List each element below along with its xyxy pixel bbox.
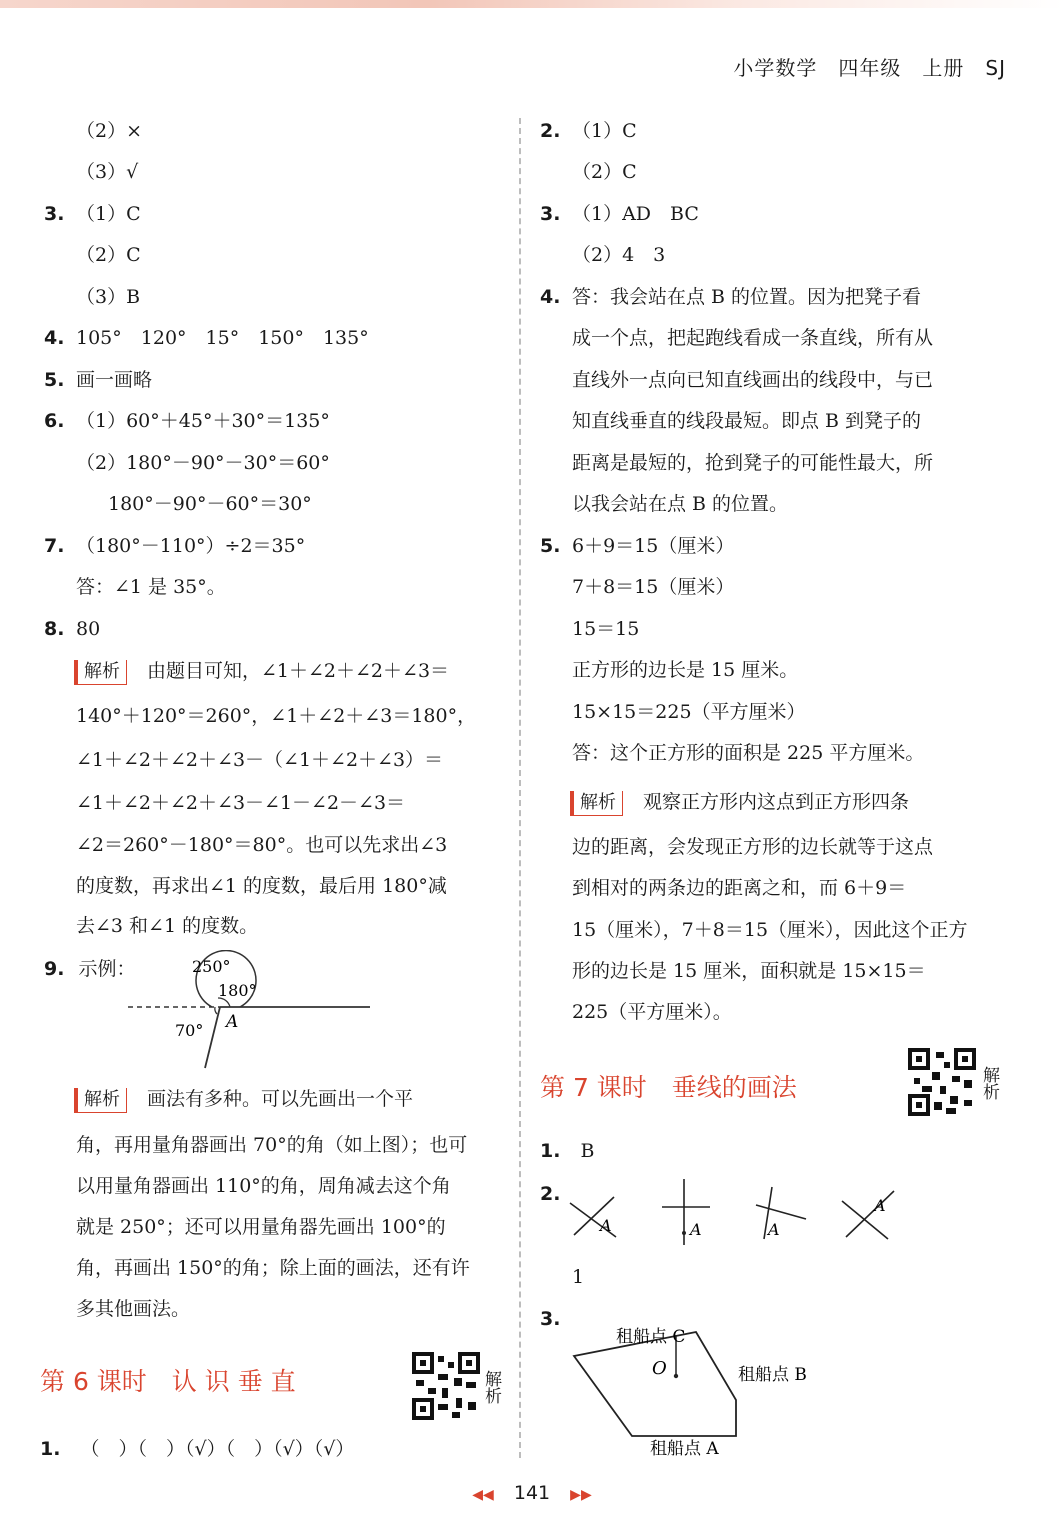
qr-label: 解析 — [481, 1370, 501, 1404]
lesson-7-title: 第 7 课时 垂线的画法 — [540, 1073, 797, 1102]
question-number: 6. — [44, 410, 65, 432]
answer-line — [44, 615, 101, 643]
point-label-a: A — [768, 1220, 780, 1239]
analysis-line: 多其他画法。 — [76, 1298, 191, 1320]
lesson-7-question-3 — [540, 1305, 560, 1333]
page-number: 141 — [513, 1482, 551, 1504]
question-answer: （ ）（ ）（√）（ ）（√）（√） — [80, 1438, 355, 1460]
question-number: 2. — [540, 1183, 561, 1205]
analysis-line: 以用量角器画出 110°的角，周角减去这个角 — [76, 1175, 451, 1197]
analysis-block-q9 — [74, 1085, 413, 1113]
question-number: 7. — [44, 535, 65, 557]
answer-line — [44, 324, 369, 352]
analysis-block-q8 — [74, 657, 449, 685]
lesson-6-question-1 — [40, 1435, 354, 1463]
answer-line — [540, 283, 922, 311]
answer-line — [108, 490, 312, 518]
answer-line — [76, 573, 226, 601]
answer-text: 105° 120° 15° 150° 135° — [76, 327, 369, 349]
answer-text: （3）B — [76, 286, 141, 308]
column-divider — [519, 118, 521, 1458]
question-number: 5. — [44, 369, 65, 391]
answer-line — [540, 532, 735, 560]
question-number: 8. — [44, 618, 65, 640]
answer-text: （1）C — [76, 203, 141, 225]
point-label-a: A — [600, 1216, 612, 1235]
analysis-line: 形的边长是 15 厘米，面积就是 15×15＝ — [572, 960, 926, 982]
answer-line — [572, 573, 734, 601]
analysis-line: 225（平方厘米）。 — [572, 1001, 732, 1023]
answer-text: 15×15＝225（平方厘米） — [572, 701, 806, 723]
question-answer: B — [580, 1140, 595, 1162]
question-number: 9. — [44, 958, 65, 980]
answer-line — [44, 407, 330, 435]
question-number: 4. — [44, 327, 65, 349]
answer-line — [572, 490, 788, 518]
qr-code-icon[interactable] — [908, 1048, 976, 1116]
answer-text: （2）4 3 — [572, 244, 666, 266]
analysis-line: ∠1＋∠2＋∠2＋∠3－∠1－∠2－∠3＝ — [76, 792, 406, 814]
answer-text: （2）× — [76, 120, 143, 142]
angle-label-250: 250° — [192, 957, 231, 976]
answer-line — [76, 117, 142, 145]
prev-page-icon[interactable]: ◀◀ — [472, 1487, 494, 1503]
answer-line — [44, 200, 141, 228]
analysis-line: 画法有多种。可以先画出一个平 — [147, 1088, 414, 1110]
answer-text: （3）√ — [76, 161, 139, 183]
answer-text: （1）AD BC — [572, 203, 699, 225]
answer-text: 直线外一点向已知直线画出的线段中，与已 — [572, 369, 934, 391]
answer-text: 知直线垂直的线段最短。即点 B 到凳子的 — [572, 410, 922, 432]
analysis-line: 去∠3 和∠1 的度数。 — [76, 915, 259, 937]
answer-text: （2）180°－90°－30°＝60° — [76, 452, 330, 474]
point-label-a: A — [690, 1220, 702, 1239]
answer-text: 15＝15 — [572, 618, 640, 640]
analysis-line: 由题目可知，∠1＋∠2＋∠2＋∠3＝ — [147, 660, 450, 682]
analysis-line: 角，再画出 150°的角；除上面的画法，还有许 — [76, 1257, 470, 1279]
answer-line — [44, 366, 153, 394]
answer-text: 成一个点，把起跑线看成一条直线，所有从 — [572, 327, 934, 349]
analysis-line: ∠2＝260°－180°＝80°。也可以先求出∠3 — [76, 834, 448, 856]
answer-line — [572, 739, 924, 767]
answer-text: 以我会站在点 B 的位置。 — [572, 493, 789, 515]
answer-line — [572, 407, 921, 435]
question-number: 3. — [540, 1308, 561, 1330]
lesson-6-title: 第 6 课时 认 识 垂 直 — [40, 1367, 296, 1396]
answer-text: （2）C — [572, 161, 637, 183]
answer-line — [572, 656, 798, 684]
analysis-line: 边的距离，会发现正方形的边长就等于这点 — [572, 836, 934, 858]
answer-text: （180°－110°）÷2＝35° — [76, 535, 306, 557]
answer-line — [540, 117, 637, 145]
answer-line — [76, 241, 141, 269]
answer-line — [540, 200, 699, 228]
analysis-line: ∠1＋∠2＋∠2＋∠3－（∠1＋∠2＋∠3）＝ — [76, 749, 444, 771]
answer-text: 答：这个正方形的面积是 225 平方厘米。 — [572, 742, 925, 764]
page-header: 小学数学 四年级 上册 SJ — [733, 56, 1006, 80]
qr-label: 解析 — [979, 1066, 999, 1100]
analysis-tag: 解析 — [74, 660, 127, 685]
lesson-7-question-2 — [540, 1180, 560, 1208]
answer-text: （2）C — [76, 244, 141, 266]
next-page-icon[interactable]: ▶▶ — [570, 1487, 592, 1503]
answer-text: 6＋9＝15（厘米） — [572, 535, 735, 557]
answer-line — [44, 532, 306, 560]
question-2-note: 1 — [572, 1266, 585, 1288]
question-number: 2. — [540, 120, 561, 142]
boat-point-b: 租船点 B — [738, 1365, 807, 1385]
analysis-line: 就是 250°；还可以用量角器先画出 100°的 — [76, 1216, 446, 1238]
question-number: 4. — [540, 286, 561, 308]
page-footer — [0, 1482, 1064, 1504]
boat-point-a: 租船点 A — [650, 1439, 719, 1459]
perpendicular-diagrams-q2 — [560, 1175, 900, 1255]
analysis-line: 到相对的两条边的距离之和，而 6＋9＝ — [572, 877, 907, 899]
answer-line — [572, 241, 665, 269]
question-number: 3. — [44, 203, 65, 225]
analysis-line: 的度数，再求出∠1 的度数，最后用 180°减 — [76, 875, 447, 897]
angle-label-180: 180° — [218, 981, 257, 1000]
answer-text: 答：∠1 是 35°。 — [76, 576, 226, 598]
analysis-line: 观察正方形内这点到正方形四条 — [643, 791, 910, 813]
answer-text: 80 — [76, 618, 101, 640]
answer-line — [76, 158, 138, 186]
question-number: 5. — [540, 535, 561, 557]
point-label-a: A — [874, 1196, 886, 1215]
answer-text: 正方形的边长是 15 厘米。 — [572, 659, 799, 681]
question-number: 1. — [540, 1140, 561, 1162]
answer-text: 180°－90°－60°＝30° — [108, 493, 312, 515]
answer-text: 画一画略 — [76, 369, 153, 391]
lesson-7-question-1 — [540, 1137, 594, 1165]
answer-line — [572, 366, 933, 394]
point-label-o: O — [652, 1358, 667, 1379]
point-label-a: A — [226, 1012, 239, 1032]
qr-code-icon[interactable] — [412, 1352, 480, 1420]
top-color-strip — [0, 0, 1064, 8]
analysis-line: 角，再用量角器画出 70°的角（如上图）；也可 — [76, 1134, 468, 1156]
question-number: 3. — [540, 203, 561, 225]
angle-label-70: 70° — [175, 1021, 204, 1040]
answer-line — [572, 324, 933, 352]
analysis-line: 15（厘米），7＋8＝15（厘米），因此这个正方 — [572, 919, 968, 941]
analysis-tag: 解析 — [74, 1088, 127, 1113]
analysis-tag: 解析 — [570, 791, 623, 816]
question-number: 1. — [40, 1438, 61, 1460]
answer-text: 距离是最短的，抢到凳子的可能性最大，所 — [572, 452, 934, 474]
answer-text: 7＋8＝15（厘米） — [572, 576, 735, 598]
answer-text: （1）C — [572, 120, 637, 142]
answer-line — [572, 158, 637, 186]
analysis-block-q5 — [570, 788, 909, 816]
boat-points-diagram-q3 — [560, 1310, 860, 1460]
answer-text: 答：我会站在点 B 的位置。因为把凳子看 — [572, 286, 922, 308]
answer-line — [572, 449, 933, 477]
answer-line — [76, 283, 140, 311]
answer-line — [572, 615, 639, 643]
question-label: 示例： — [78, 958, 136, 980]
answer-line — [572, 698, 806, 726]
analysis-line: 140°＋120°＝260°，∠1＋∠2＋∠3＝180°， — [76, 705, 477, 727]
answer-text: （1）60°＋45°＋30°＝135° — [76, 410, 330, 432]
boat-point-c: 租船点 C — [616, 1327, 686, 1347]
angle-diagram-q9 — [120, 950, 380, 1075]
answer-line — [76, 449, 330, 477]
